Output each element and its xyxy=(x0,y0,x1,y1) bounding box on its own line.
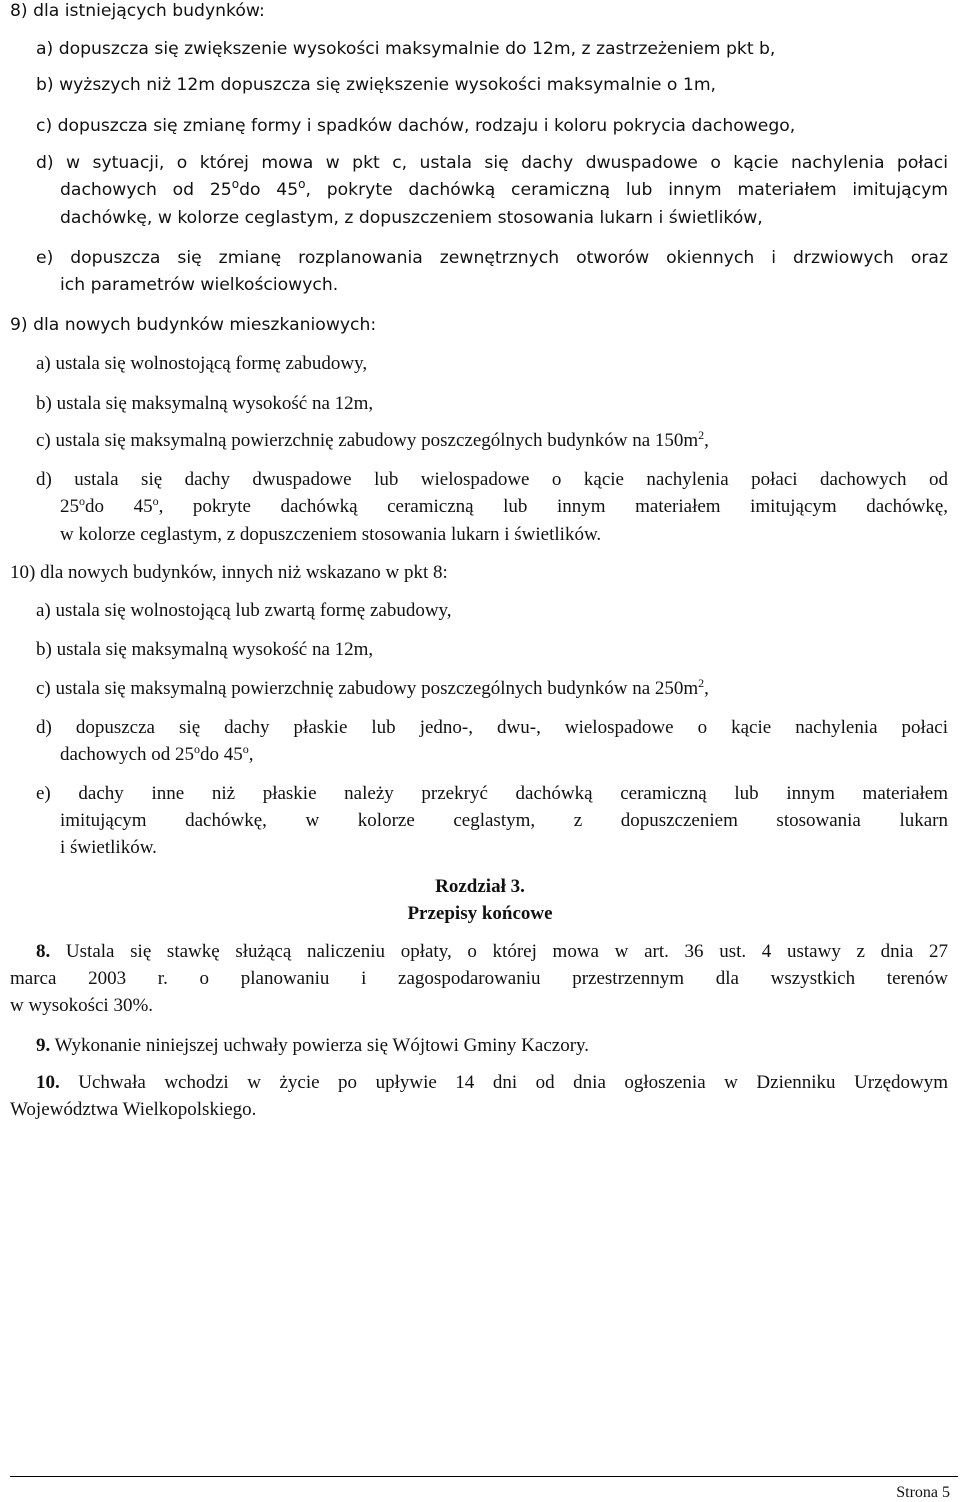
paragraph-8-number: 8. xyxy=(36,941,51,962)
section-10-item-e-line2: imitującym dachówkę, w kolorze ceglastym, z dopuszczeniem stosowania lukarn xyxy=(60,810,948,831)
paragraph-8-line2: marca 2003 r. o planowaniu i zagospodarowaniu przestrzennym dla wszystkich terenów xyxy=(10,968,948,989)
section-8-item-a: a) dopuszcza się zwiększenie wysokości maksymalnie do 12m, z zastrzeżeniem pkt b, xyxy=(36,39,776,59)
section-10-item-d-line2: dachowych od 25$^o$do 45$^o$, xyxy=(60,742,254,765)
section-10-item-e-line3: i świetlików. xyxy=(60,837,157,858)
section-9-item-b: b) ustala się maksymalną wysokość na 12m, xyxy=(36,393,374,414)
section-8-item-d-line2: dachowych od 25$^o$do 45$^o$, pokryte dachówką ceramiczną lub innym materiałem imitującym xyxy=(60,177,948,200)
footer-divider xyxy=(10,1476,958,1477)
chapter-title: Przepisy końcowe xyxy=(407,903,553,924)
paragraph-8-line3: w wysokości 30%. xyxy=(10,995,154,1016)
section-8-item-c: c) dopuszcza się zmianę formy i spadków dachów, rodzaju i koloru pokrycia dachowego, xyxy=(36,116,796,136)
section-10-item-d-line1: d) dopuszcza się dachy płaskie lub jedno-, dwu-, wielospadowe o kącie nachylenia połaci xyxy=(36,717,948,738)
section-8-item-d-line1: d) w sytuacji, o której mowa w pkt c, ustala się dachy dwuspadowe o kącie nachylenia połaci xyxy=(36,153,948,173)
section-9-item-d-line1: d) ustala się dachy dwuspadowe lub wielospadowe o kącie nachylenia połaci dachowych od xyxy=(36,469,948,490)
section-9-title: 9) dla nowych budynków mieszkaniowych: xyxy=(10,315,377,335)
paragraph-9-line1: 9. Wykonanie niniejszej uchwały powierza się Wójtowi Gminy Kaczory. xyxy=(36,1035,590,1056)
section-8-title: 8) dla istniejących budynków: xyxy=(10,1,265,21)
section-9-item-a: a) ustala się wolnostojącą formę zabudowy, xyxy=(36,353,368,374)
paragraph-9-number: 9. xyxy=(36,1035,51,1056)
section-8-item-e-line2: ich parametrów wielkościowych. xyxy=(60,275,339,295)
section-10-item-c: c) ustala się maksymalną powierzchnię zabudowy poszczególnych budynków na $250m^2$, xyxy=(36,676,709,699)
section-9-item-c: c) ustala się maksymalną powierzchnię zabudowy poszczególnych budynków na $150m^2$, xyxy=(36,428,709,451)
paragraph-8-line1: 8. Ustala się stawkę służącą naliczeniu opłaty, o której mowa w art. 36 ust. 4 ustawy z dnia 27 xyxy=(36,941,948,962)
chapter-number: Rozdział 3. xyxy=(435,876,525,897)
paragraph-10-line2: Województwa Wielkopolskiego. xyxy=(10,1099,257,1120)
section-10-item-b: b) ustala się maksymalną wysokość na 12m, xyxy=(36,639,374,660)
section-10-item-a: a) ustala się wolnostojącą lub zwartą formę zabudowy, xyxy=(36,600,452,621)
section-10-item-e-line1: e) dachy inne niż płaskie należy przekryć dachówką ceramiczną lub innym materiałem xyxy=(36,783,948,804)
paragraph-10-line1: 10. Uchwała wchodzi w życie po upływie 14 dni od dnia ogłoszenia w Dzienniku Urzędowym xyxy=(36,1072,948,1093)
section-8-item-e-line1: e) dopuszcza się zmianę rozplanowania zewnętrznych otworów okiennych i drzwiowych oraz xyxy=(36,248,948,268)
paragraph-10-number: 10. xyxy=(36,1072,60,1093)
page-number: Strona 5 xyxy=(896,1484,950,1501)
section-10-title: 10) dla nowych budynków, innych niż wskazano w pkt 8: xyxy=(10,562,448,583)
section-9-item-d-line2: 25$^o$do 45$^o$, pokryte dachówką ceramiczną lub innym materiałem imitującym dachówkę, xyxy=(60,494,948,517)
section-8-item-b: b) wyższych niż 12m dopuszcza się zwiększenie wysokości maksymalnie o 1m, xyxy=(36,75,717,95)
section-8-item-d-line3: dachówkę, w kolorze ceglastym, z dopuszczeniem stosowania lukarn i świetlików, xyxy=(60,208,763,228)
section-9-item-d-line3: w kolorze ceglastym, z dopuszczeniem stosowania lukarn i świetlików. xyxy=(60,524,602,545)
